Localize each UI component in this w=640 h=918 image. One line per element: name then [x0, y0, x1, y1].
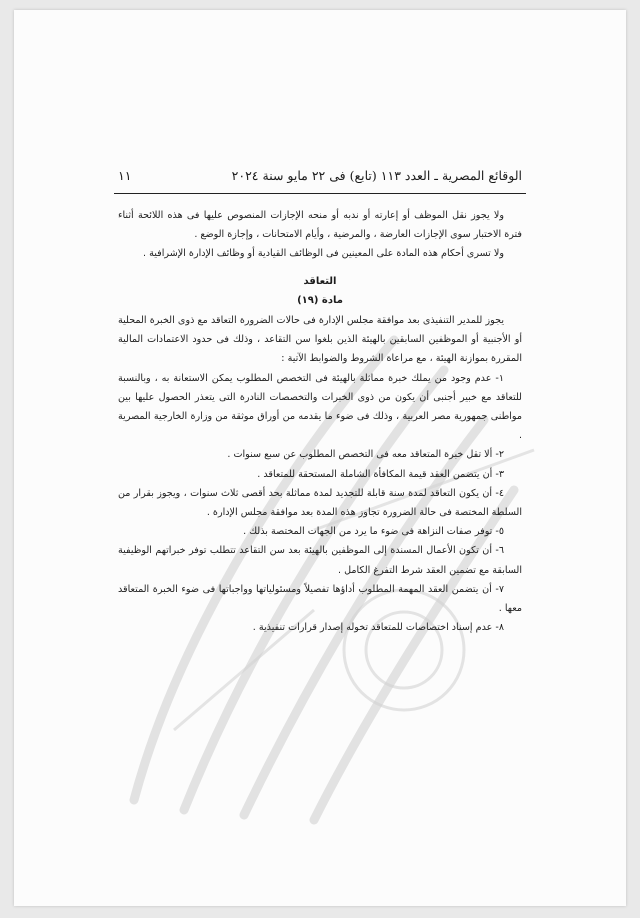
paragraph-transfer-rule: ولا يجوز نقل الموظف أو إعارته أو ندبه أو منحه الإجازات المنصوص عليها فى هذه اللائحة أثناء فترة الاختبار سوى الإجازات العارضة ، والمرضية ، وأيام الامتحانات ، وإجازة الوضع . — [118, 210, 522, 241]
condition-item: ٦- أن تكون الأعمال المسندة إلى الموظفين بالهيئة بعد سن التقاعد تتطلب توفر خبراتهم الوظيفية السابقة مع تضمين العقد شرط التفرغ الكامل . — [118, 545, 522, 576]
section-heading: التعاقد — [303, 275, 337, 287]
header-divider — [114, 193, 526, 194]
condition-item: ١- عدم وجود من يملك خبرة مماثلة بالهيئة فى التخصص المطلوب يمكن الاستعانة به ، وبالنسبة للتعاقد مع خبير أجنبى أن يكون من ذوى الخبرات والتخصصات النادرة التى يتعذر الحصول عليها بين مواطنى جمهورية مصر العربية ، وذلك فى ضوء ما يقدمه من أوراق موثقة من وزارة الخارجية المصرية . — [118, 372, 522, 442]
condition-item: ٣- أن يتضمن العقد قيمة المكافأة الشاملة المستحقة للمتعاقد . — [257, 468, 504, 480]
article-intro: يجوز للمدير التنفيذى بعد موافقة مجلس الإدارة فى حالات الضرورة التعاقد مع ذوى الخبرة المحلية أو الأجنبية أو الموظفين السابقين بالهيئة الذين بلغوا سن التقاعد ، وذلك فى حدود الاعتمادات المالية المقررة بموازنة الهيئة ، مع مراعاة الشروط والضوابط الآتية : — [118, 315, 522, 365]
gazette-header-title: الوقائع المصرية ـ العدد ١١٣ (تابع) فى ٢٢ مايو سنة ٢٠٢٤ — [231, 168, 522, 183]
condition-item: ٢- ألا تقل خبرة المتعاقد معه فى التخصص المطلوب عن سبع سنوات . — [227, 449, 504, 461]
condition-item: ٧- أن يتضمن العقد المهمة المطلوب أداؤها تفصيلاً ومسئولياتها وواجباتها فى ضوء الخبرة المتعاقد معها . — [118, 583, 522, 615]
paragraph-exemption: ولا تسرى أحكام هذه المادة على المعينين فى الوظائف القيادية أو وظائف الإدارة الإشرافية . — [143, 248, 504, 260]
condition-item: ٨- عدم إسناد اختصاصات للمتعاقد تخوله إصدار قرارات تنفيذية . — [252, 622, 504, 634]
condition-item: ٤- أن يكون التعاقد لمدة سنة قابلة للتجديد لمدة مماثلة بحد أقصى ثلاث سنوات ، ويجوز بقرار من السلطة المختصة فى حالة الضرورة تجاوز هذه المدة بعد موافقة مجلس الإدارة . — [118, 487, 522, 519]
article-heading: مادة (١٩) — [297, 294, 343, 306]
document-body — [118, 206, 522, 637]
page-header — [118, 168, 522, 190]
document-page — [14, 10, 626, 906]
condition-item: ٥- توفر صفات النزاهة فى ضوء ما يرد من الجهات المختصة بذلك . — [243, 526, 504, 538]
page-number: ١١ — [118, 168, 132, 183]
